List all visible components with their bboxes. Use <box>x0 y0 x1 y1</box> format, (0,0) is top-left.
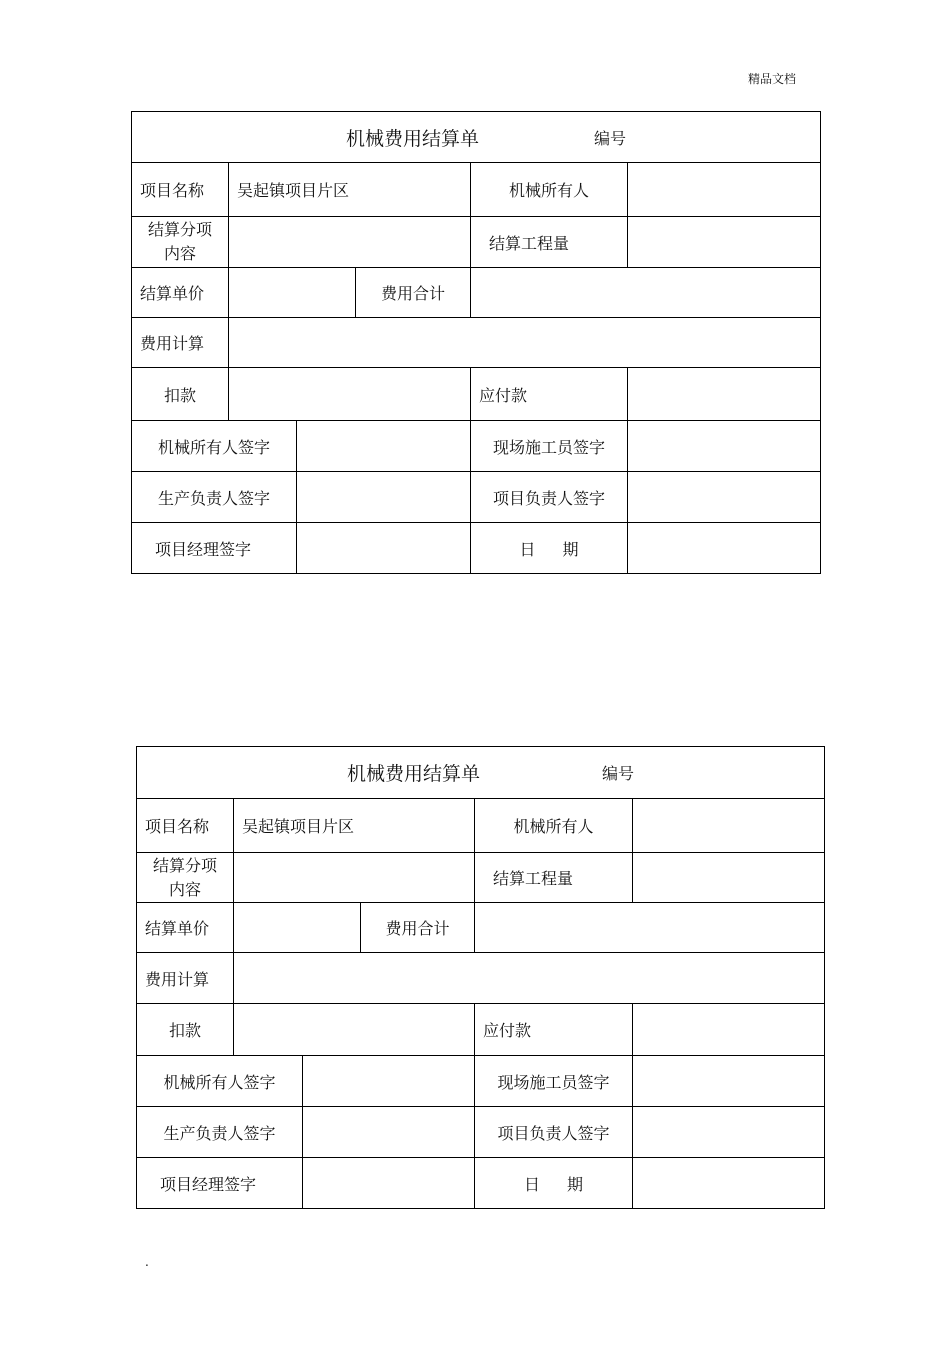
quantity-label: 结算工程量 <box>493 869 574 888</box>
deduction-label: 扣款 <box>163 385 196 405</box>
manager-signature-field[interactable] <box>303 1158 474 1208</box>
item-content-line1: 结算分项 <box>147 220 212 239</box>
item-content-line1: 结算分项 <box>152 855 217 875</box>
item-content-field[interactable] <box>229 217 470 267</box>
production-lead-signature-field[interactable] <box>297 472 470 522</box>
total-cost-label: 费用合计 <box>385 919 450 938</box>
serial-number-label: 编号 <box>602 764 635 783</box>
project-name-label: 项目名称 <box>145 817 210 836</box>
project-lead-signature-field[interactable] <box>633 1107 824 1157</box>
manager-signature-label: 项目经理签字 <box>159 1174 256 1194</box>
machine-owner-label: 机械所有人 <box>513 817 594 836</box>
cost-calculation-label: 费用计算 <box>140 334 205 353</box>
owner-signature-label: 机械所有人签字 <box>163 1072 276 1092</box>
site-worker-signature-label: 现场施工员签字 <box>497 1072 610 1092</box>
header-mark: 精品文档 <box>748 72 797 86</box>
project-lead-signature-label: 项目负责人签字 <box>492 488 605 508</box>
machine-owner-field[interactable] <box>633 799 824 852</box>
date-field[interactable] <box>628 523 820 573</box>
project-name-value: 吴起镇项目片区 <box>237 181 350 200</box>
unit-price-field[interactable] <box>229 268 355 317</box>
unit-price-field[interactable] <box>234 903 360 952</box>
production-lead-signature-field[interactable] <box>303 1107 474 1157</box>
unit-price-label: 结算单价 <box>140 284 205 303</box>
manager-signature-label: 项目经理签字 <box>154 539 251 559</box>
manager-signature-field[interactable] <box>297 523 470 573</box>
date-label: 日 期 <box>523 1174 584 1194</box>
cost-calculation-field[interactable] <box>234 953 824 1003</box>
site-worker-signature-label: 现场施工员签字 <box>492 437 605 457</box>
item-content-label <box>132 217 228 267</box>
item-content-label <box>137 853 233 902</box>
date-field[interactable] <box>633 1158 824 1208</box>
owner-signature-field[interactable] <box>297 421 470 471</box>
payable-field[interactable] <box>628 368 820 420</box>
quantity-field[interactable] <box>628 217 820 267</box>
settlement-form-2 <box>136 746 825 1209</box>
item-content-line2: 内容 <box>163 244 196 263</box>
item-content-field[interactable] <box>234 853 474 902</box>
footer-mark: . <box>145 1255 149 1269</box>
date-label: 日 期 <box>519 539 579 559</box>
deduction-field[interactable] <box>229 368 470 420</box>
production-lead-signature-label: 生产负责人签字 <box>163 1123 276 1143</box>
form-title: 机械费用结算单 <box>346 127 480 150</box>
project-lead-signature-field[interactable] <box>628 472 820 522</box>
project-name-label: 项目名称 <box>140 181 205 200</box>
payable-field[interactable] <box>633 1004 824 1055</box>
payable-label: 应付款 <box>479 385 528 405</box>
deduction-label: 扣款 <box>168 1021 201 1040</box>
site-worker-signature-field[interactable] <box>633 1056 824 1106</box>
item-content-line2: 内容 <box>168 879 201 899</box>
quantity-field[interactable] <box>633 853 824 902</box>
site-worker-signature-field[interactable] <box>628 421 820 471</box>
machine-owner-field[interactable] <box>628 163 820 216</box>
serial-number-label: 编号 <box>594 128 627 148</box>
production-lead-signature-label: 生产负责人签字 <box>157 488 270 508</box>
quantity-label: 结算工程量 <box>489 233 570 253</box>
total-cost-field[interactable] <box>471 268 820 317</box>
machine-owner-label: 机械所有人 <box>508 181 589 200</box>
settlement-form-1 <box>131 111 821 574</box>
project-lead-signature-label: 项目负责人签字 <box>497 1123 610 1143</box>
cost-calculation-field[interactable] <box>229 318 820 367</box>
project-name-value: 吴起镇项目片区 <box>242 817 355 836</box>
owner-signature-label: 机械所有人签字 <box>157 437 270 457</box>
cost-calculation-label: 费用计算 <box>145 969 210 989</box>
unit-price-label: 结算单价 <box>145 919 210 938</box>
total-cost-label: 费用合计 <box>380 284 445 303</box>
payable-label: 应付款 <box>483 1021 532 1040</box>
total-cost-field[interactable] <box>475 903 824 952</box>
owner-signature-field[interactable] <box>303 1056 474 1106</box>
form-title: 机械费用结算单 <box>347 763 481 785</box>
deduction-field[interactable] <box>234 1004 474 1055</box>
